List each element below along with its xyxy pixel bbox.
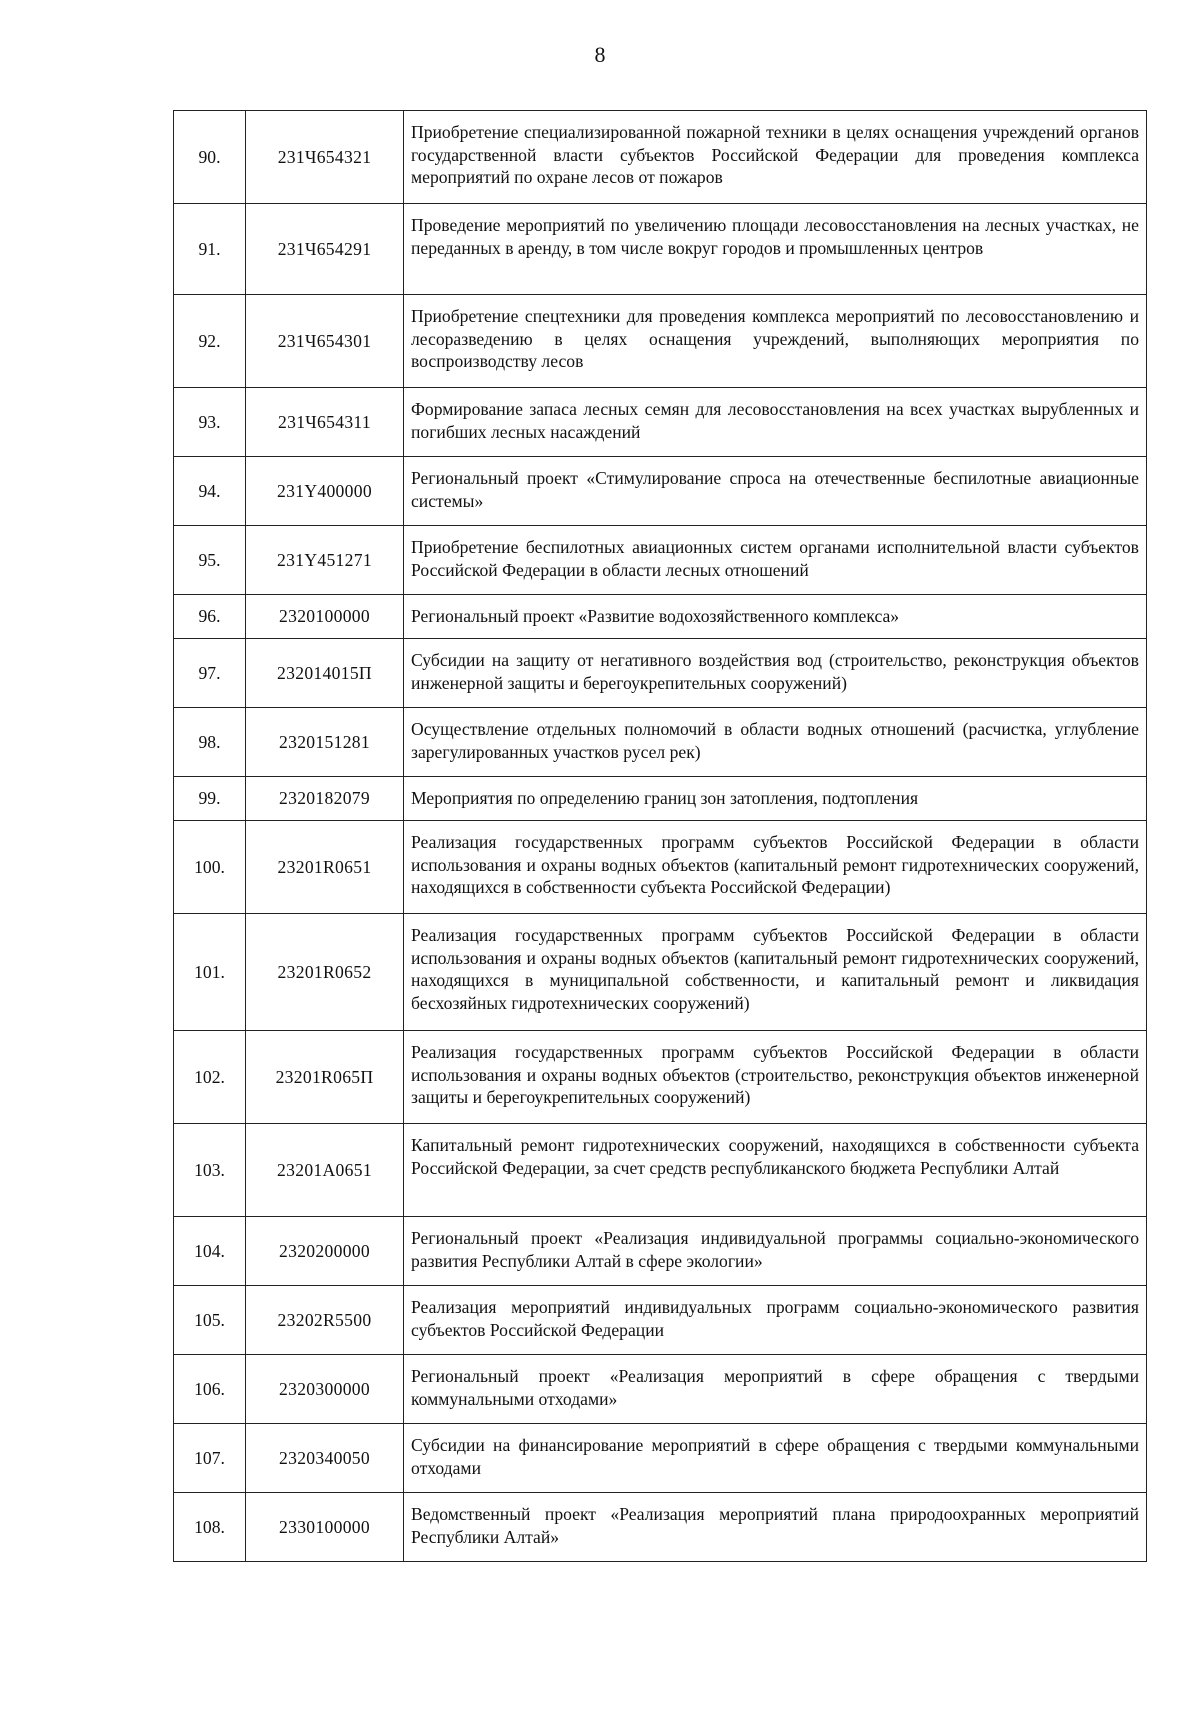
row-number: 104. [174,1217,246,1286]
table-row [174,204,1147,295]
item-description: Субсидии на защиту от негативного воздействия вод (строительство, реконструкция объектов инженерной защиты и берегоукрепительных сооружений) [404,639,1147,708]
table-row [174,295,1147,388]
table-row [174,1424,1147,1493]
item-description: Приобретение специализированной пожарной техники в целях оснащения учреждений органов государственной власти субъектов Российской Федерации для проведения комплекса мероприятий по охране лесов от пожаров [404,111,1147,204]
item-description: Приобретение беспилотных авиационных систем органами исполнительной власти субъектов Российской Федерации в области лесных отношений [404,526,1147,595]
table-row [174,639,1147,708]
budget-classification-table [173,110,1147,1562]
row-number: 108. [174,1493,246,1562]
table-row [174,111,1147,204]
row-number: 97. [174,639,246,708]
row-number: 101. [174,914,246,1031]
classification-code: 2320340050 [246,1424,404,1493]
row-number: 90. [174,111,246,204]
item-description: Региональный проект «Реализация мероприятий в сфере обращения с твердыми коммунальными отходами» [404,1355,1147,1424]
classification-code: 23201R0651 [246,821,404,914]
classification-code: 231Y400000 [246,457,404,526]
row-number: 102. [174,1031,246,1124]
row-number: 93. [174,388,246,457]
item-description: Мероприятия по определению границ зон затопления, подтопления [404,777,1147,821]
row-number: 98. [174,708,246,777]
classification-code: 232014015П [246,639,404,708]
item-description: Региональный проект «Реализация индивидуальной программы социально-экономического развития Республики Алтай в сфере экологии» [404,1217,1147,1286]
classification-code: 2320200000 [246,1217,404,1286]
table-row [174,1286,1147,1355]
table-row [174,1217,1147,1286]
table-row [174,595,1147,639]
classification-code: 2320151281 [246,708,404,777]
table-row [174,388,1147,457]
row-number: 106. [174,1355,246,1424]
table-row [174,1124,1147,1217]
item-description: Формирование запаса лесных семян для лесовосстановления на всех участках вырубленных и погибших лесных насаждений [404,388,1147,457]
classification-code: 2330100000 [246,1493,404,1562]
item-description: Ведомственный проект «Реализация мероприятий плана природоохранных мероприятий Республики Алтай» [404,1493,1147,1562]
classification-code: 231Ч654291 [246,204,404,295]
table-row [174,914,1147,1031]
table-row [174,821,1147,914]
classification-code: 231Y451271 [246,526,404,595]
table-row [174,457,1147,526]
row-number: 92. [174,295,246,388]
row-number: 103. [174,1124,246,1217]
classification-code: 23201R0652 [246,914,404,1031]
item-description: Проведение мероприятий по увеличению площади лесовосстановления на лесных участках, не переданных в аренду, в том числе вокруг городов и промышленных центров [404,204,1147,295]
classification-code: 2320300000 [246,1355,404,1424]
table-row [174,777,1147,821]
classification-code: 2320182079 [246,777,404,821]
classification-code: 23201A0651 [246,1124,404,1217]
table-body [174,111,1147,1562]
row-number: 107. [174,1424,246,1493]
item-description: Реализация мероприятий индивидуальных программ социально-экономического развития субъектов Российской Федерации [404,1286,1147,1355]
row-number: 96. [174,595,246,639]
row-number: 99. [174,777,246,821]
item-description: Реализация государственных программ субъектов Российской Федерации в области использования и охраны водных объектов (строительство, реконструкция объектов инженерной защиты и берегоукрепительных сооружений) [404,1031,1147,1124]
table-row [174,1031,1147,1124]
row-number: 91. [174,204,246,295]
item-description: Реализация государственных программ субъектов Российской Федерации в области использования и охраны водных объектов (капитальный ремонт гидротехнических сооружений, находящихся в муниципальной собственности, и капитальный ремонт и ликвидация бесхозяйных гидротехнических сооружений) [404,914,1147,1031]
row-number: 95. [174,526,246,595]
item-description: Капитальный ремонт гидротехнических сооружений, находящихся в собственности субъекта Российской Федерации, за счет средств республиканского бюджета Республики Алтай [404,1124,1147,1217]
item-description: Региональный проект «Развитие водохозяйственного комплекса» [404,595,1147,639]
row-number: 105. [174,1286,246,1355]
item-description: Региональный проект «Стимулирование спроса на отечественные беспилотные авиационные системы» [404,457,1147,526]
item-description: Осуществление отдельных полномочий в области водных отношений (расчистка, углубление зарегулированных участков русел рек) [404,708,1147,777]
table-row [174,708,1147,777]
table-row [174,1355,1147,1424]
table-row [174,1493,1147,1562]
classification-code: 231Ч654311 [246,388,404,457]
item-description: Субсидии на финансирование мероприятий в сфере обращения с твердыми коммунальными отходами [404,1424,1147,1493]
classification-code: 23201R065П [246,1031,404,1124]
classification-code: 2320100000 [246,595,404,639]
classification-code: 231Ч654321 [246,111,404,204]
item-description: Реализация государственных программ субъектов Российской Федерации в области использования и охраны водных объектов (капитальный ремонт гидротехнических сооружений, находящихся в собственности субъекта Российской Федерации) [404,821,1147,914]
table-row [174,526,1147,595]
page-number: 8 [594,42,606,67]
row-number: 100. [174,821,246,914]
classification-code: 23202R5500 [246,1286,404,1355]
item-description: Приобретение спецтехники для проведения комплекса мероприятий по лесовосстановлению и лесоразведению в целях оснащения учреждений, выполняющих мероприятия по воспроизводству лесов [404,295,1147,388]
classification-code: 231Ч654301 [246,295,404,388]
row-number: 94. [174,457,246,526]
